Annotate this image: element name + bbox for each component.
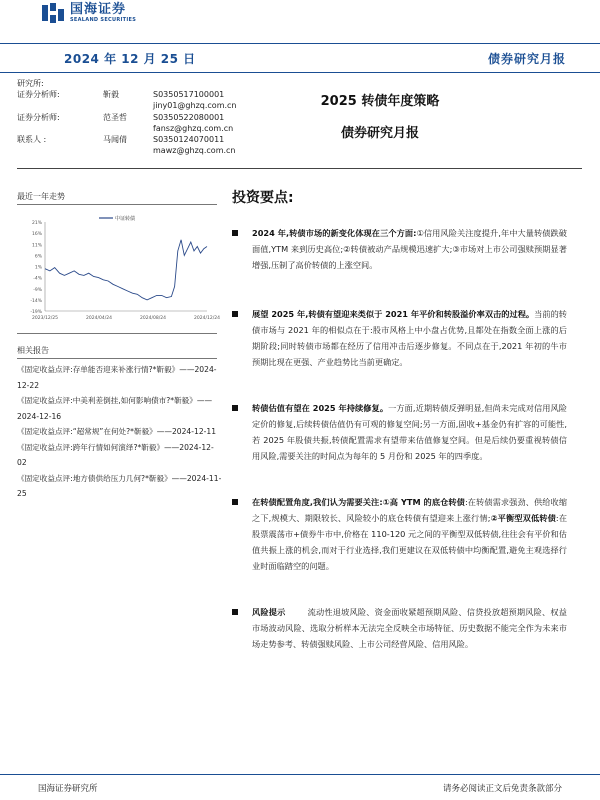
y-tick-label: 21% [31,221,42,226]
analyst-row: 证券分析师: 范圣哲 S0350522080001 [17,112,225,122]
bullet-square-icon [232,311,238,317]
analyst-row [17,145,237,156]
trend-chart-svg [17,206,220,326]
related-report-item[interactable]: 《固定收益点评:跨年行情如何演绎?*靳毅》——2024-12-02 [17,442,214,467]
analyst-email[interactable]: mawz@ghzq.com.cn [153,146,236,156]
analyst-row [17,123,237,134]
footer-institute: 国海证券研究所 [38,784,98,794]
related-report-item[interactable]: 《固定收益点评:存单能否迎来补涨行情?*靳毅》——2024-12-22 [17,365,217,390]
point-5: 风险提示 流动性退坡风险、资金面收紧超预期风险、信贷投放超预期风险、权益市场波动风险、选取分析样本无法完全反映全市场特征、历史数据不能完全作为未来市场走势参考、转债强赎风险、上市公司经营风险、信用风险。 [232,604,567,652]
logo-english-name: SEALAND SECURITIES [70,17,137,23]
analyst-email[interactable]: jiny01@ghzq.com.cn [153,101,237,111]
analyst-row: 联系人 : 马闻倩 S0350124070011 [17,134,225,144]
analyst-id: S0350124070011 [153,134,225,144]
legend-label: 中证转债 [115,216,136,222]
y-tick-label: -4% [33,276,42,282]
header-bar [0,43,600,73]
footer-divider [0,774,600,775]
point-3: 转债估值有望在 2025 年持续修复。一方面,近期转债反弹明显,但尚未完成对信用风险定价的修复,后续转债估值仍有可观的修复空间;另一方面,固收+基金仍有扩容的可能性,若 2025 年股债共振,转债配置需求有望带来估值修复空间。但是后续仍要重视转债信用风险,需要关注的时间点为每年的 5 月份和 2025 年的四季度。 [232,400,567,464]
y-tick-label: -9% [33,287,42,293]
divider [17,358,217,359]
analyst-id: S0350522080001 [153,112,225,122]
x-tick-label: 2024/12/24 [194,316,220,321]
report-date: 2024 年 12 月 25 日 [64,52,196,66]
point-1: 2024 年,转债市场的新变化体现在三个方面:①信用风险关注度提升,年中大量转债跌破面值,YTM 来到历史高位;②转债被动产品规模迅速扩大;③市场对上市公司强赎预期显著增强,压制了高价转债的上涨空间。 [232,225,567,273]
y-tick-label: 11% [31,243,42,249]
analyst-row [17,100,237,111]
related-report-item[interactable]: 《固定收益点评:“超常规”在何处?*靳毅》——2024-12-11 [17,427,217,436]
y-tick-label: -19% [30,310,42,315]
analyst-row: 证券分析师: 靳毅 S0350517100001 [17,90,225,100]
company-logo [42,2,136,24]
x-tick-label: 2024/04/24 [86,316,112,321]
divider [17,204,217,205]
related-report-item[interactable]: 《固定收益点评:地方债供给压力几何?*靳毅》——2024-11-25 [17,473,222,498]
analyst-name: 马闻倩 [103,134,127,144]
analyst-list [17,78,237,156]
series-line [45,240,207,300]
trend-chart [17,206,220,326]
bullet-square-icon [232,230,238,236]
trend-label: 最近一年走势 [17,192,65,201]
footer-disclaimer[interactable]: 请务必阅读正文后免责条款部分 [442,784,562,794]
report-title: 2025 转债年度策略 [320,94,440,109]
points-title: 投资要点: [232,190,294,206]
point-4: 在转债配置角度,我们认为需要关注:①高 YTM 的底仓转债:在转债需求强劲、供给收缩之下,规模大、期限较长、风险较小的底仓转债有望迎来上涨行情;②平衡型双低转债:在股票震荡市+债券牛市中,价格在 110-120 元之间的平衡型双低转债,往往会有平价和估值共振上涨的机会,而对于行业选择,我们更建议在双低转债中均衡配置,避免主观选择行业时面临踏空的问题。 [232,494,567,574]
analyst-name: 范圣哲 [103,112,127,122]
divider [17,333,217,334]
divider [17,168,582,169]
x-tick-label: 2023/12/25 [32,316,58,321]
logo-chinese-name: 国海证券 [70,2,127,17]
analyst-email[interactable]: fansz@ghzq.com.cn [153,123,234,133]
bullet-square-icon [232,499,238,505]
related-report-list [17,362,222,502]
report-subtitle: 债券研究月报 [340,126,419,141]
sealand-logo-icon [42,3,64,23]
analyst-name: 靳毅 [103,90,119,100]
y-tick-label: 6% [34,254,42,260]
analyst-row: 研究所: [17,79,44,88]
x-tick-label: 2024/08/24 [140,316,166,321]
point-2: 展望 2025 年,转债有望迎来类似于 2021 年平价和转股溢价率双击的过程。当前的转债市场与 2021 年的相似点在于:股市风格上中小盘占优势,且都处在指数全面上涨的后期阶段;同时转债市场都在经历了信用冲击后逐步修复。不同点在于,2021 年初的牛市预期比现在更强、产业趋势比当前更确定。 [232,306,567,370]
related-title: 相关报告 [17,346,49,355]
bullet-square-icon [232,609,238,615]
report-type: 债券研究月报 [487,52,566,66]
y-tick-label: -14% [30,298,42,304]
analyst-id: S0350517100001 [153,90,225,100]
bullet-square-icon [232,405,238,411]
related-report-item[interactable]: 《固定收益点评:中美利差倒挂,如何影响债市?*靳毅》——2024-12-16 [17,396,213,421]
y-tick-label: 1% [34,265,42,271]
y-tick-label: 16% [31,232,42,238]
